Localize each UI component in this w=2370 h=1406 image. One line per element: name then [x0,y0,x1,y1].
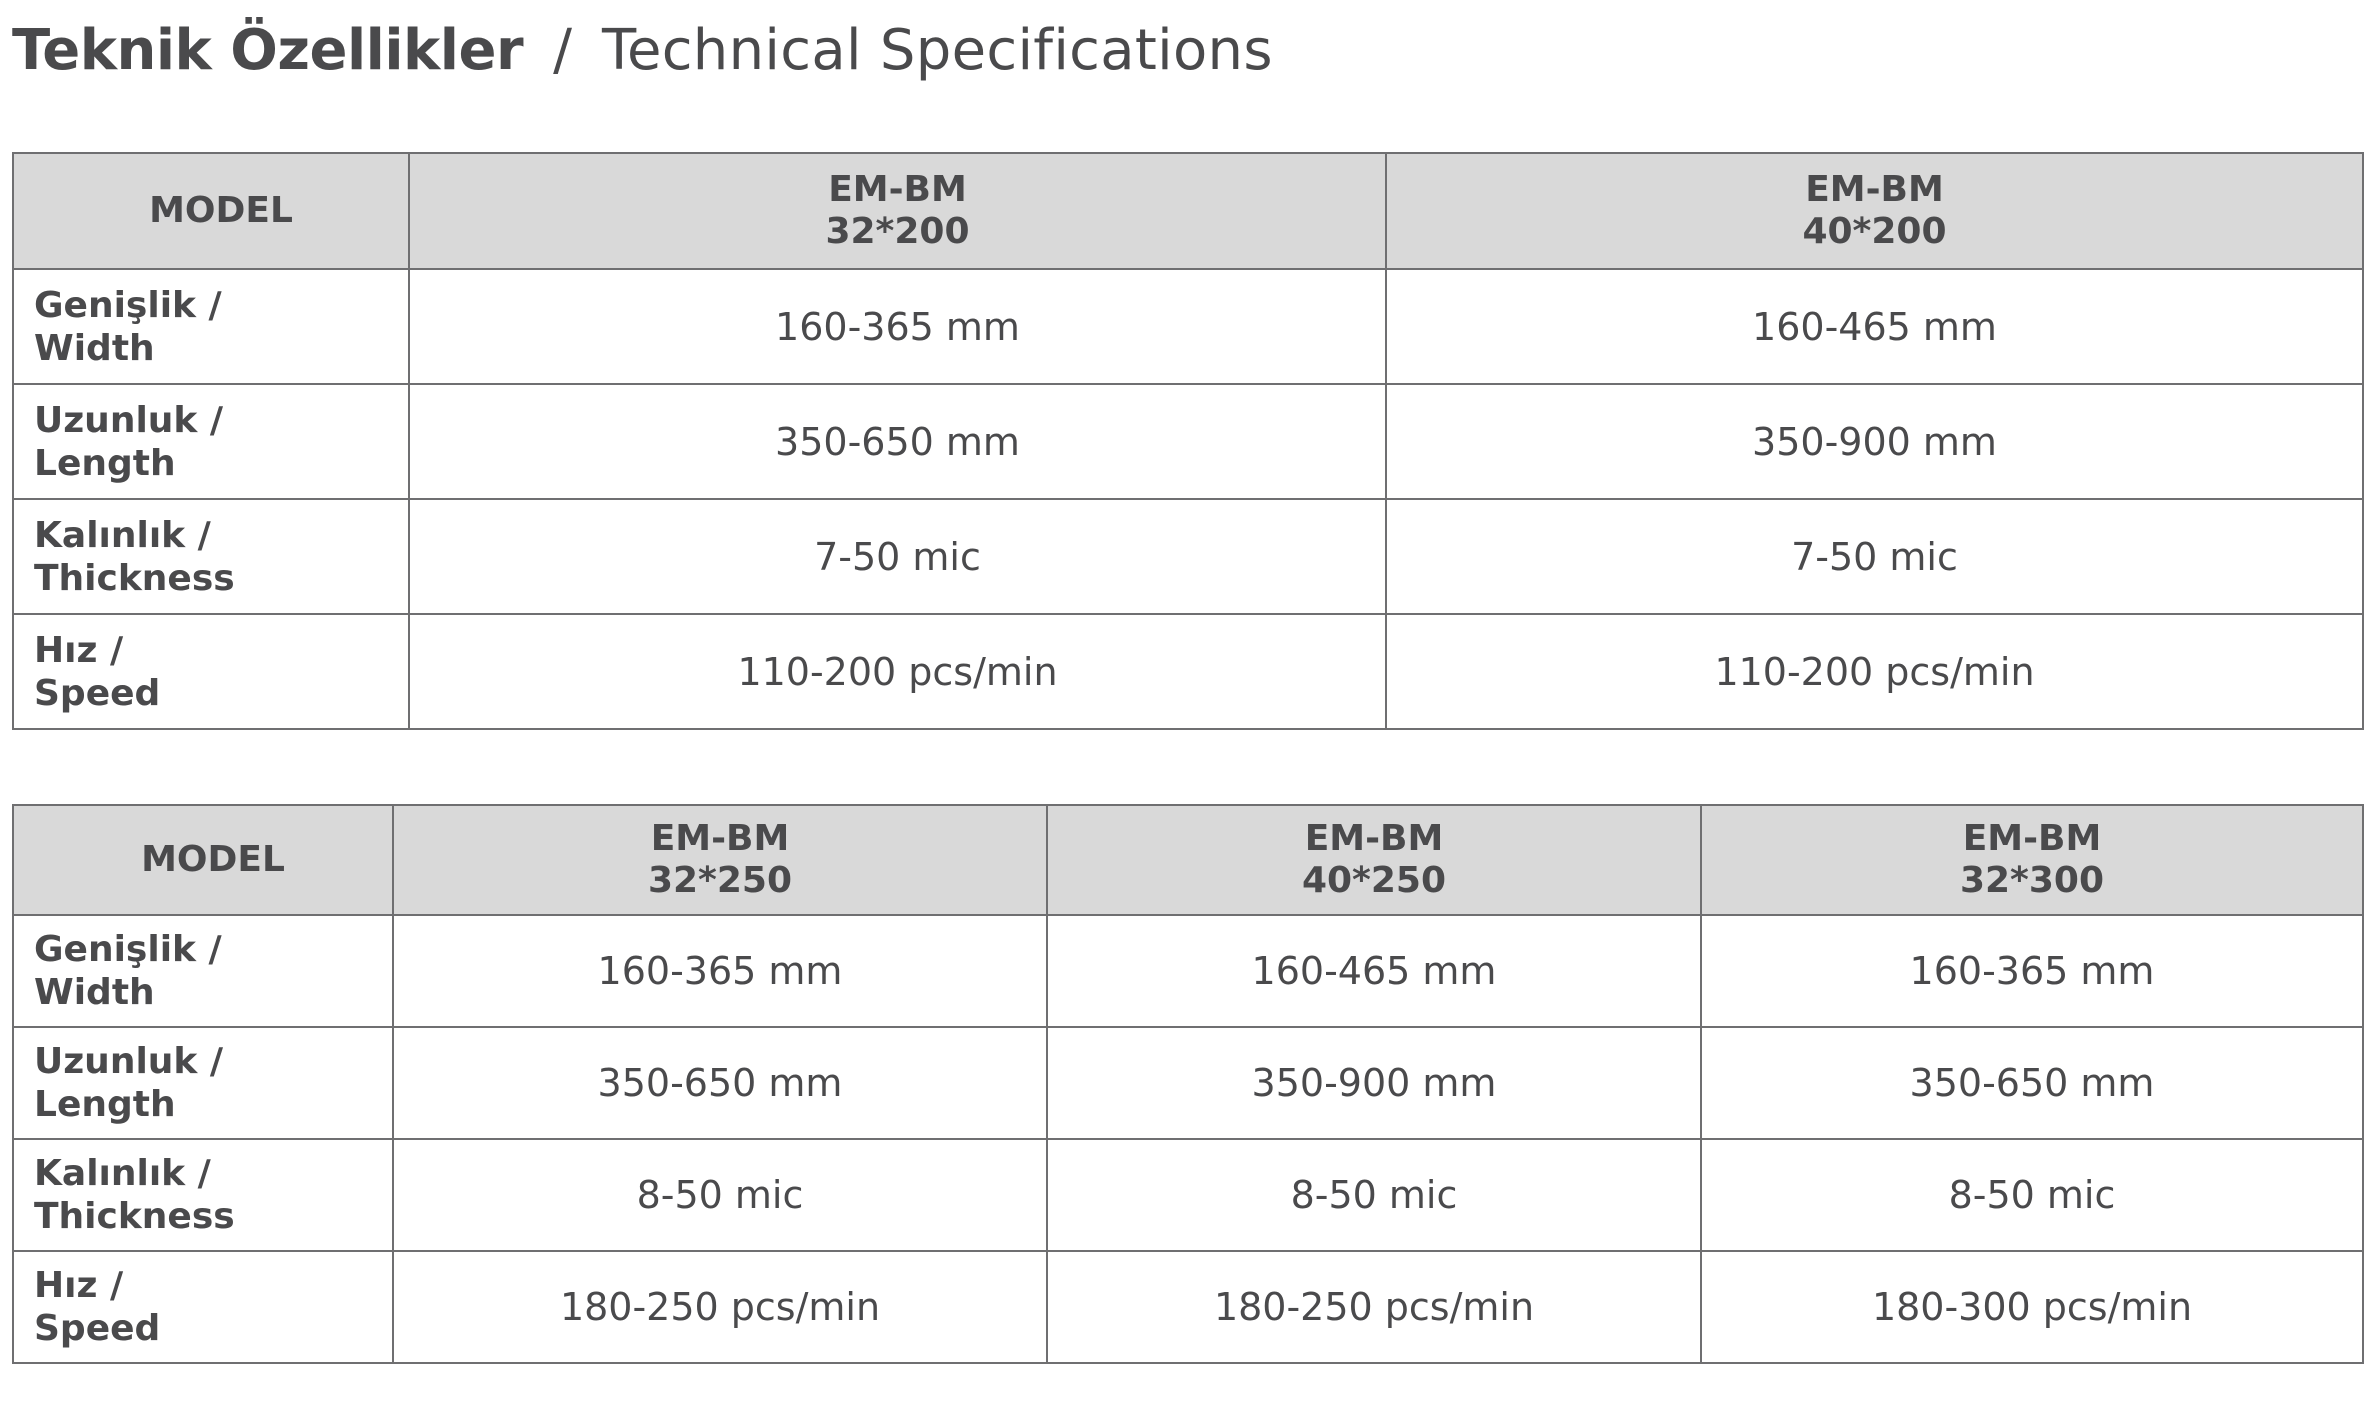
table-cell: 160-365 mm [1701,915,2363,1027]
row-label-en: Speed [34,672,161,714]
table-row-thickness [13,499,2363,614]
table-cell: 350-650 mm [393,1027,1047,1139]
model-size: 32*300 [1959,860,2105,901]
row-label [13,384,409,499]
row-label [13,1027,393,1139]
table-header-row [13,153,2363,269]
title-english: Technical Specifications [601,17,1273,83]
row-label-tr: Genişlik / [34,284,222,326]
table-cell: 8-50 mic [1701,1139,2363,1251]
table-cell: 110-200 pcs/min [409,614,1386,729]
model-header-label: MODEL [13,153,409,269]
model-header [1701,805,2363,915]
model-header [1386,153,2363,269]
table-header-row [13,805,2363,915]
table-row-speed [13,614,2363,729]
table-cell: 7-50 mic [1386,499,2363,614]
row-label-tr: Uzunluk / [34,1041,224,1082]
table-row-thickness [13,1139,2363,1251]
model-series: EM-BM [1304,818,1444,859]
model-size: 32*250 [647,860,793,901]
row-label-tr: Hız / [34,629,124,671]
model-header [1047,805,1701,915]
model-size: 32*200 [825,211,970,252]
table-cell: 180-250 pcs/min [1047,1251,1701,1363]
row-label-tr: Kalınlık / [34,1153,211,1194]
table-cell: 350-900 mm [1047,1027,1701,1139]
table-row-width [13,269,2363,384]
model-size: 40*250 [1301,860,1447,901]
table-cell: 160-365 mm [393,915,1047,1027]
model-series: EM-BM [1805,169,1944,210]
table-row-length [13,1027,2363,1139]
row-label-en: Speed [34,1308,161,1349]
row-label [13,499,409,614]
table-cell: 8-50 mic [1047,1139,1701,1251]
table-cell: 180-250 pcs/min [393,1251,1047,1363]
row-label-tr: Genişlik / [34,929,222,970]
row-label-tr: Uzunluk / [34,399,224,441]
table-row-speed [13,1251,2363,1363]
table-row-length [13,384,2363,499]
table-cell: 110-200 pcs/min [1386,614,2363,729]
model-series: EM-BM [1962,818,2102,859]
row-label-en: Length [34,1084,176,1125]
table-cell: 160-465 mm [1047,915,1701,1027]
table-cell: 160-365 mm [409,269,1386,384]
row-label [13,915,393,1027]
row-label-en: Width [34,327,155,369]
row-label-en: Length [34,442,176,484]
model-header [393,805,1047,915]
model-header [409,153,1386,269]
table-cell: 350-650 mm [409,384,1386,499]
title-turkish: Teknik Özellikler [12,17,524,83]
row-label [13,1139,393,1251]
row-label [13,1251,393,1363]
spec-table-2 [12,804,2364,1364]
table-cell: 180-300 pcs/min [1701,1251,2363,1363]
model-series: EM-BM [828,169,967,210]
row-label-en: Thickness [34,557,235,599]
model-series: EM-BM [650,818,790,859]
table-cell: 350-900 mm [1386,384,2363,499]
table-cell: 350-650 mm [1701,1027,2363,1139]
model-size: 40*200 [1802,211,1947,252]
table-cell: 8-50 mic [393,1139,1047,1251]
spec-table-1 [12,152,2364,730]
model-header-label: MODEL [13,805,393,915]
page-title [12,10,1273,90]
title-separator: / [553,17,572,83]
row-label [13,614,409,729]
table-cell: 160-465 mm [1386,269,2363,384]
row-label-tr: Hız / [34,1265,124,1306]
row-label [13,269,409,384]
row-label-tr: Kalınlık / [34,514,211,556]
row-label-en: Thickness [34,1196,235,1237]
table-row-width [13,915,2363,1027]
table-cell: 7-50 mic [409,499,1386,614]
row-label-en: Width [34,972,155,1013]
